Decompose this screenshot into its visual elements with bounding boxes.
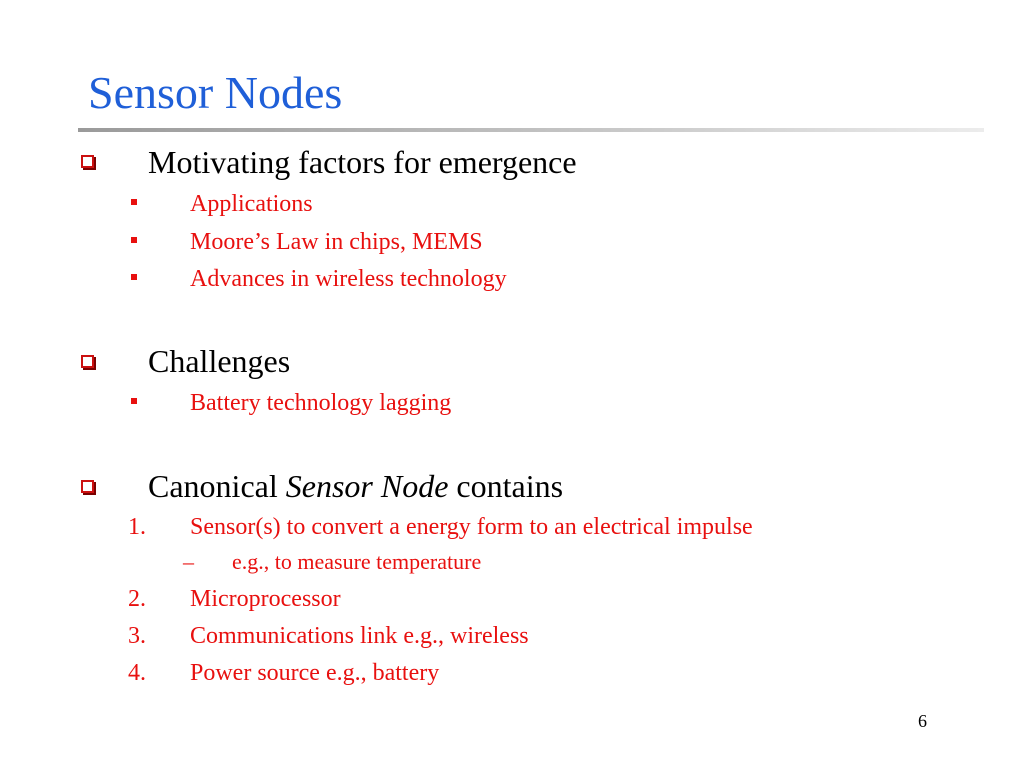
- page-number: 6: [918, 711, 927, 731]
- list-item-sensors: Sensor(s) to convert a energy form to an electrical impulse: [190, 514, 753, 540]
- filled-square-bullet-icon: [131, 274, 137, 280]
- list-item-communications: Communications link e.g., wireless: [190, 623, 529, 649]
- list-item-applications: Applications: [190, 191, 313, 217]
- list-item-power-source: Power source e.g., battery: [190, 660, 440, 686]
- list-item-wireless-advances: Advances in wireless technology: [190, 266, 507, 292]
- list-item-battery: Battery technology lagging: [190, 390, 452, 416]
- section-heading-canonical: [148, 467, 563, 505]
- list-item-microprocessor: Microprocessor: [190, 586, 341, 612]
- slide-title: Sensor Nodes: [88, 67, 343, 118]
- title-divider: [78, 128, 984, 132]
- list-number: 2.: [128, 586, 146, 612]
- dash-marker: –: [183, 549, 194, 574]
- list-number: 1.: [128, 514, 146, 540]
- filled-square-bullet-icon: [131, 199, 137, 205]
- heading-text-before: Canonical: [148, 468, 286, 504]
- filled-square-bullet-icon: [131, 398, 137, 404]
- section-heading-challenges: Challenges: [148, 343, 291, 379]
- section-heading-motivating: Motivating factors for emergence: [148, 144, 577, 180]
- sub-item-temperature: e.g., to measure temperature: [232, 549, 482, 574]
- list-item-moores-law: Moore’s Law in chips, MEMS: [190, 229, 483, 255]
- heading-text-after: contains: [448, 468, 564, 504]
- list-number: 3.: [128, 623, 146, 649]
- hollow-square-bullet-icon: [81, 480, 94, 493]
- filled-square-bullet-icon: [131, 237, 137, 243]
- list-number: 4.: [128, 660, 146, 686]
- heading-text-italic: Sensor Node: [285, 468, 449, 504]
- hollow-square-bullet-icon: [81, 155, 94, 168]
- hollow-square-bullet-icon: [81, 355, 94, 368]
